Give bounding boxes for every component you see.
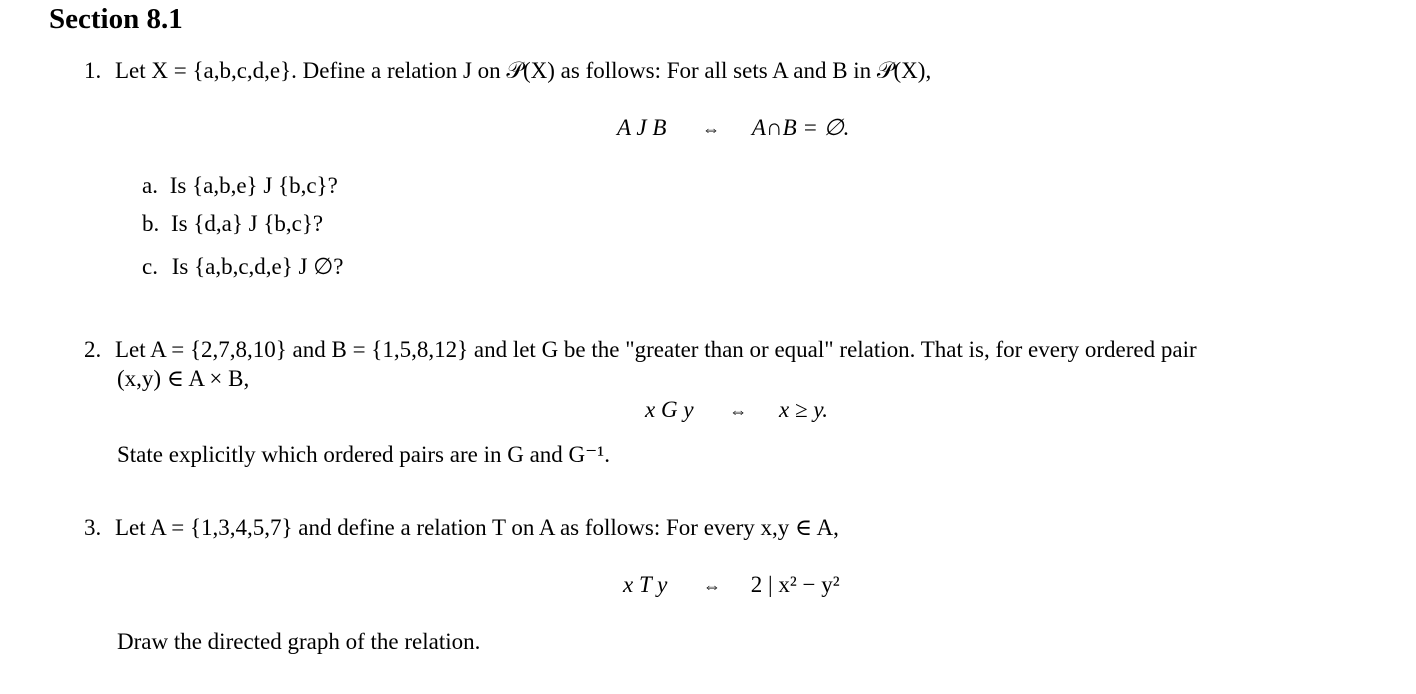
problem-2-display [645, 397, 828, 423]
problem-2-follow-up: State explicitly which ordered pairs are in G and G⁻¹. [117, 442, 610, 467]
problem-3-display-right: 2 | x² − y² [750, 572, 840, 597]
problem-2-intro-line2: (x,y) ∈ A × B, [117, 366, 250, 391]
iff-symbol: ⇔ [703, 576, 722, 596]
problem-1-text: Let X = {a,b,c,d,e}. Define a relation J on 𝒫(X) as follows: For all sets A and B in 𝒫(X), [115, 58, 932, 83]
problem-1-display-left: A J B [617, 115, 667, 140]
problem-3-follow-up: Draw the directed graph of the relation. [117, 629, 481, 654]
problem-2-text-line1: Let A = {2,7,8,10} and B = {1,5,8,12} and let G be the "greater than or equal" relation. That is, for every ordered pair [115, 337, 1197, 362]
section-title: Section 8.1 [49, 3, 183, 35]
problem-2-number: 2. [84, 337, 102, 362]
problem-2-display-left: x G y [645, 397, 694, 422]
problem-3-text: Let A = {1,3,4,5,7} and define a relation T on A as follows: For every x,y ∈ A, [115, 515, 839, 540]
problem-2-display-right: x ≥ y. [779, 397, 829, 422]
problem-1-part-a [142, 173, 338, 199]
problem-3-number: 3. [84, 515, 102, 540]
part-label: a. [142, 173, 158, 198]
iff-symbol: ⇔ [702, 119, 721, 139]
problem-2-intro-line1 [84, 337, 1197, 363]
part-label: b. [142, 211, 160, 236]
part-text: Is {a,b,c,d,e} J ∅? [171, 254, 344, 279]
problem-1-part-c [142, 254, 343, 280]
iff-symbol: ⇔ [729, 401, 748, 421]
part-text: Is {a,b,e} J {b,c}? [169, 173, 338, 198]
problem-1-display-right: A∩B = ∅. [751, 115, 850, 140]
part-label: c. [142, 254, 158, 279]
problem-1-number: 1. [84, 58, 102, 83]
part-text: Is {d,a} J {b,c}? [171, 211, 324, 236]
problem-3-display [623, 572, 840, 598]
problem-1-display [617, 115, 849, 141]
problem-3-intro [84, 515, 839, 541]
problem-3-display-left: x T y [623, 572, 668, 597]
problem-1-intro [84, 58, 931, 84]
problem-1-part-b [142, 211, 323, 237]
